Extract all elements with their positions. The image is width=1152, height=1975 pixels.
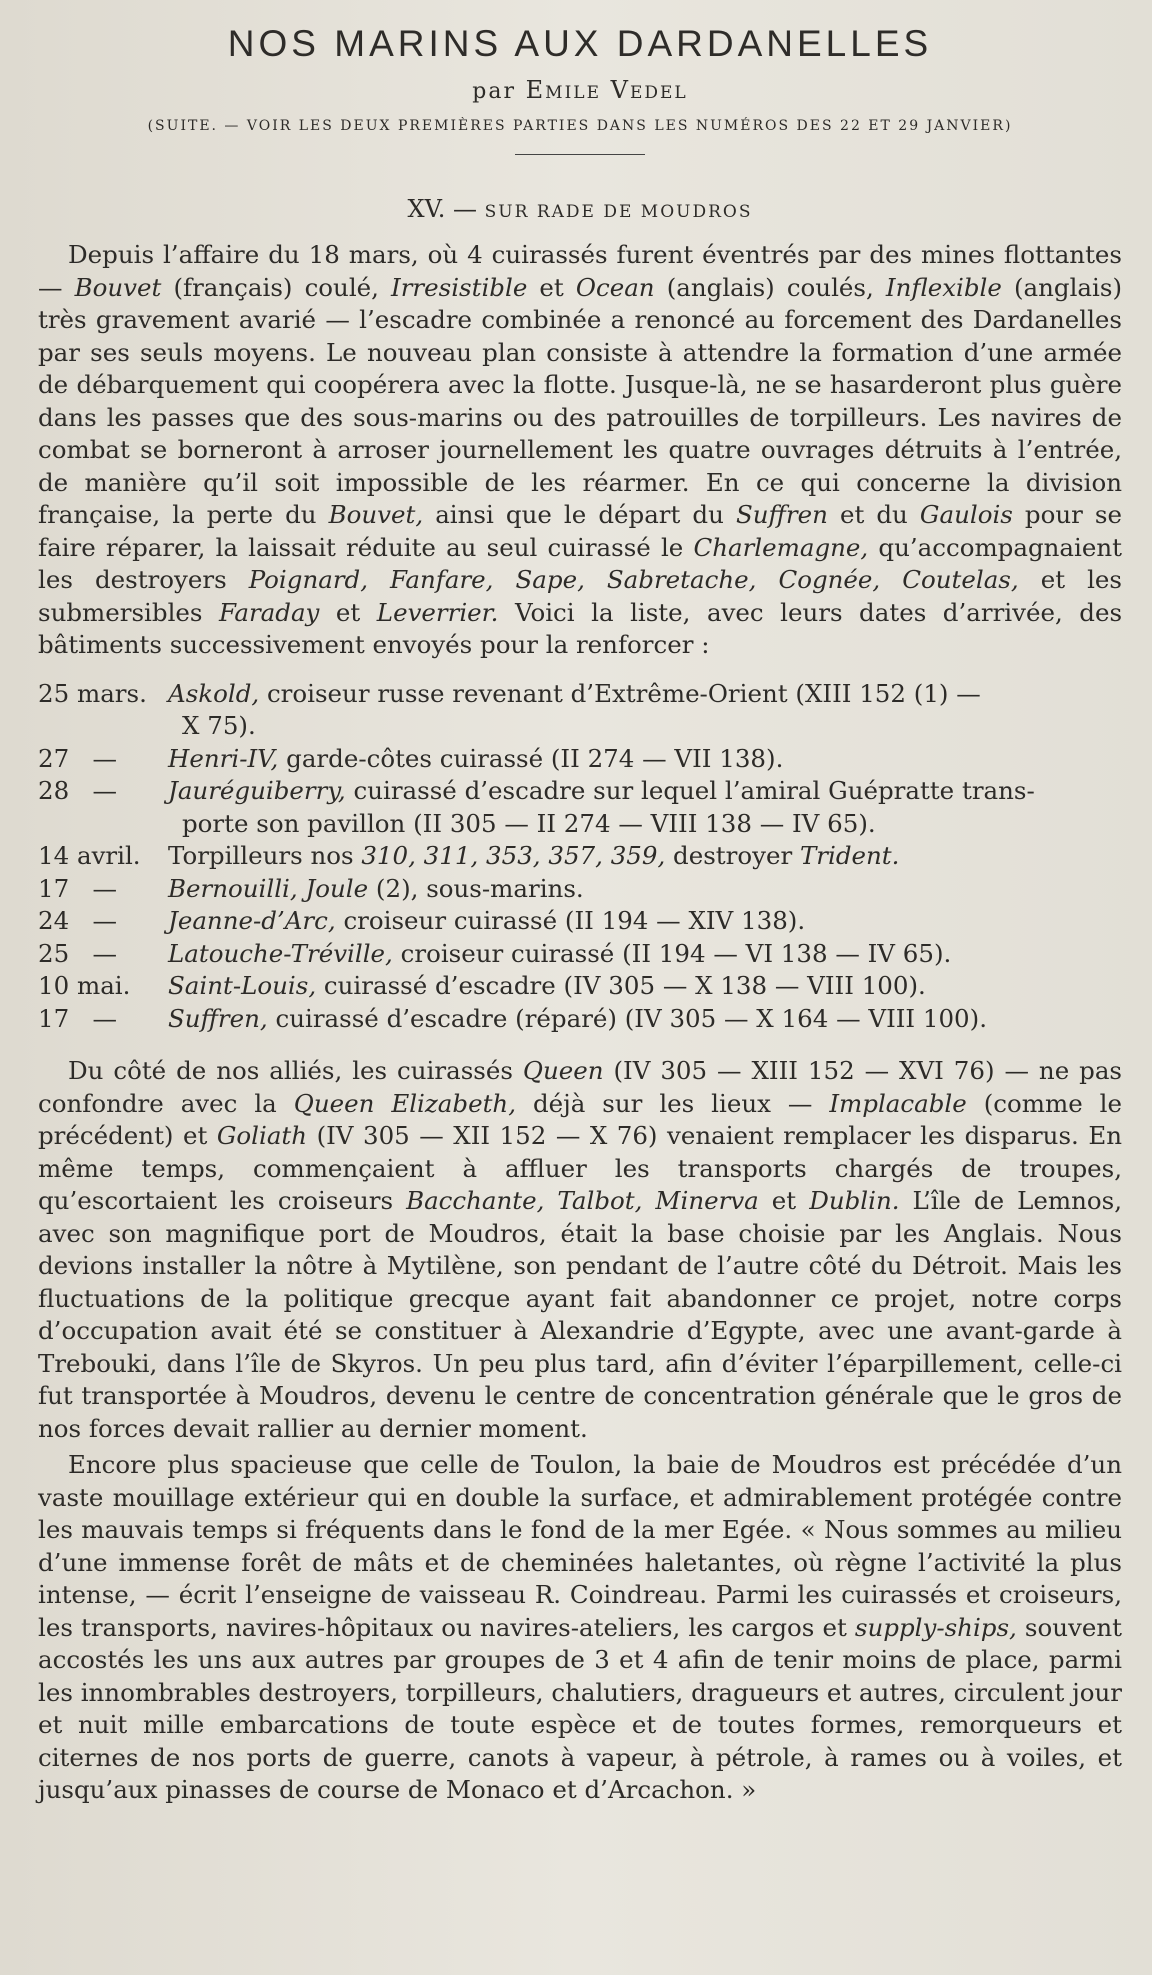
text-run: (2), sous-marins. bbox=[368, 873, 584, 903]
arrival-continuation: porte son pavillon (II 305 — II 274 — VIII 138 — IV 65). bbox=[182, 808, 876, 838]
text-run: qu’accompagnaient les destroyers bbox=[38, 532, 1123, 595]
italic-run: Trident. bbox=[799, 841, 900, 871]
arrival-description bbox=[168, 678, 1122, 743]
italic-run: Askold, bbox=[168, 678, 260, 708]
continuation-note: (SUITE. — VOIR LES DEUX PREMIÈRES PARTIES DANS LES NUMÉROS DES 22 ET 29 JANVIER) bbox=[147, 118, 1013, 135]
arrival-date: 27 — bbox=[38, 743, 118, 773]
text-run: L’île de Lemnos, avec son magnifique port de Moudros, était la base choisie par les Anglais. Nous devions installer la nôtre à Mytilène, son pendant de l’autre côté du Détroit. Mais les fluctuations de la politique grecque ayant fait abandonner ce projet, notre corps d’occupation avait été se constituer à Alexandrie d’Egypte, avec une avant-garde à Trebouki, dans l’île de Skyros. Un peu plus tard, afin d’éviter l’éparpillement, celle-ci fut transportée à Moudros, devenu le centre de concentration générale que le gros de nos forces devait rallier au dernier moment. bbox=[38, 1186, 1123, 1443]
text-run: Du côté de nos alliés, les cuirassés bbox=[68, 1056, 523, 1086]
arrival-item bbox=[38, 775, 1122, 840]
italic-run: Dublin. bbox=[809, 1186, 900, 1216]
arrival-item bbox=[38, 840, 1122, 873]
arrival-item bbox=[38, 873, 1122, 906]
arrival-description bbox=[168, 905, 1122, 938]
author-prefix: par bbox=[472, 79, 517, 105]
italic-run: Suffren bbox=[735, 500, 828, 530]
italic-run: 310, 311, 353, 357, 359, bbox=[361, 841, 666, 871]
arrival-date: 17 — bbox=[38, 873, 118, 903]
italic-run: Bouvet bbox=[74, 272, 162, 302]
text-run: Encore plus spacieuse que celle de Toulon, la baie de Moudros est précédée d’un vaste mouillage extérieur qui en double la surface, et admirablement protégée contre les mauvais temps si fréquents dans le fond de la mer Egée. « Nous sommes au milieu d’une immense forêt de mâts et de cheminées haletantes, où règne l’activité la plus intense, — écrit l’enseigne de vaisseau R. Coindreau. Parmi les cuirassés et croiseurs, les transports, navires-hôpitaux ou navires-ateliers, les cargos et bbox=[38, 1450, 1122, 1642]
author-name: Emile Vedel bbox=[525, 76, 688, 105]
section-title: SUR RADE DE MOUDROS bbox=[484, 202, 753, 223]
italic-run: Bernouilli, Joule bbox=[168, 873, 369, 903]
article-title: NOS MARINS AUX DARDANELLES bbox=[227, 23, 933, 64]
text-run: déjà sur les lieux — bbox=[516, 1088, 830, 1118]
text-run: et du bbox=[827, 500, 920, 530]
header-divider bbox=[515, 154, 645, 155]
italic-run: Queen Elizabeth, bbox=[293, 1088, 516, 1118]
italic-run: Leverrier. bbox=[376, 597, 499, 627]
arrival-continuation: X 75). bbox=[182, 711, 256, 741]
text-run: et bbox=[319, 597, 377, 627]
arrival-description bbox=[168, 775, 1122, 840]
italic-run: Latouche-Tréville, bbox=[168, 938, 393, 968]
text-run: destroyer bbox=[665, 841, 800, 871]
arrival-item bbox=[38, 970, 1122, 1003]
italic-run: Henri-IV, bbox=[168, 743, 279, 773]
arrival-date: 10 mai. bbox=[38, 971, 131, 1001]
paragraph-2 bbox=[38, 1055, 1122, 1445]
italic-run: Goliath bbox=[216, 1121, 308, 1151]
arrivals-list bbox=[38, 678, 1122, 1036]
arrival-item bbox=[38, 743, 1122, 776]
text-run: (IV 305 — XII 152 — X 76) venaient remplacer les disparus. En même temps, commençaient à affluer les transports chargés de troupes, qu’escortaient les croiseurs bbox=[38, 1121, 1122, 1216]
italic-run: Irresistible bbox=[391, 272, 528, 302]
italic-run: supply-ships, bbox=[854, 1612, 1017, 1642]
italic-run: Faraday bbox=[219, 597, 320, 627]
section-heading bbox=[38, 195, 1122, 223]
arrival-date: 25 — bbox=[38, 938, 118, 968]
arrival-description bbox=[168, 840, 1122, 873]
arrival-item bbox=[38, 938, 1122, 971]
arrival-item bbox=[38, 678, 1122, 743]
paragraph-3 bbox=[38, 1449, 1122, 1807]
italic-run: Implacable bbox=[829, 1088, 967, 1118]
italic-run: Jauréguiberry, bbox=[168, 776, 346, 806]
arrival-item bbox=[38, 1003, 1122, 1036]
text-run: (français) coulé, bbox=[161, 272, 392, 302]
arrival-item bbox=[38, 905, 1122, 938]
text-run: ainsi que le départ du bbox=[423, 500, 736, 530]
italic-run: Saint-Louis, bbox=[168, 971, 317, 1001]
text-run: (comme le précédent) et bbox=[38, 1088, 1122, 1151]
text-run: (anglais) coulés, bbox=[654, 272, 886, 302]
text-run: et bbox=[527, 272, 576, 302]
text-run: Depuis l’affaire du 18 mars, où 4 cuirassés furent éventrés par des mines flottantes — bbox=[38, 240, 1122, 302]
italic-run: Inflexible bbox=[885, 272, 1002, 302]
arrival-description bbox=[168, 743, 1122, 776]
arrival-description bbox=[168, 1003, 1122, 1036]
text-run: croiseur cuirassé (II 194 — XIV 138). bbox=[335, 906, 806, 936]
italic-run: Charlemagne, bbox=[693, 532, 869, 562]
text-run: et les submersibles bbox=[38, 565, 1123, 627]
text-run: garde-côtes cuirassé (II 274 — VII 138). bbox=[278, 743, 784, 773]
text-run: cuirassé d’escadre (IV 305 — X 138 — VIII 100). bbox=[316, 971, 926, 1001]
italic-run: Ocean bbox=[575, 272, 655, 302]
italic-run: Gaulois bbox=[919, 500, 1013, 530]
italic-run: Bacchante, Talbot, Minerva bbox=[406, 1186, 759, 1216]
text-run: et bbox=[758, 1186, 810, 1216]
text-run: croiseur russe revenant d’Extrême-Orient (XIII 152 (1) — bbox=[259, 678, 981, 708]
italic-run: Queen bbox=[522, 1056, 604, 1086]
italic-run: Bouvet, bbox=[328, 500, 424, 530]
author-line bbox=[38, 76, 1122, 104]
arrival-date: 28 — bbox=[38, 776, 118, 806]
text-run: souvent accostés les uns aux autres par groupes de 3 et 4 afin de tenir moins de place, parmi les innombrables destroyers, torpilleurs, chalutiers, dragueurs et autres, circulent jour et nuit mille embarcations de toute espèce et de toutes formes, remorqueurs et citernes de nos ports de guerre, canots à vapeur, à pétrole, à rames ou à voiles, et jusqu’aux pinasses de course de Monaco et d’Arcachon. » bbox=[38, 1612, 1123, 1805]
arrival-date: 17 — bbox=[38, 1003, 118, 1033]
text-run: Voici la liste, avec leurs dates d’arrivée, des bâtiments successivement envoyés pour la renforcer : bbox=[38, 597, 1123, 660]
italic-run: Jeanne-d’Arc, bbox=[168, 906, 336, 936]
arrival-description bbox=[168, 938, 1122, 971]
text-run: cuirassé d’escadre (réparé) (IV 305 — X 164 — VIII 100). bbox=[267, 1003, 987, 1033]
text-run: (IV 305 — XIII 152 — XVI 76) — ne pas confondre avec la bbox=[38, 1056, 1122, 1118]
italic-run: Suffren, bbox=[168, 1003, 268, 1033]
text-run: pour se faire réparer, la laissait réduite au seul cuirassé le bbox=[38, 500, 1122, 562]
arrival-date: 14 avril. bbox=[38, 841, 141, 871]
italic-run: Poignard, Fanfare, Sape, Sabretache, Cognée, Coutelas, bbox=[248, 565, 1019, 595]
text-run: cuirassé d’escadre sur lequel l’amiral Guépratte trans- bbox=[345, 776, 1035, 806]
paragraph-1 bbox=[38, 239, 1122, 662]
section-number: XV. — bbox=[407, 195, 477, 224]
arrival-description bbox=[168, 873, 1122, 906]
text-run: croiseur cuirassé (II 194 — VI 138 — IV 65). bbox=[392, 938, 952, 968]
arrival-date: 24 — bbox=[38, 906, 118, 936]
arrival-date: 25 mars. bbox=[38, 678, 147, 708]
text-run: (anglais) très gravement avarié — l’escadre combinée a renoncé au forcement des Dardanelles par ses seuls moyens. Le nouveau plan consiste à attendre la formation d’une armée de débarquement qui coopérera avec la flotte. Jusque-là, ne se hasarderont plus guère dans les passes que des sous-marins ou des patrouilles de torpilleurs. Les navires de combat se borneront à arroser journellement les quatre ouvrages détruits à l’entrée, de manière qu’il soit impossible de les réarmer. En ce qui concerne la division française, la perte du bbox=[38, 272, 1122, 530]
text-run: Torpilleurs nos bbox=[168, 841, 362, 871]
arrival-description bbox=[168, 970, 1122, 1003]
